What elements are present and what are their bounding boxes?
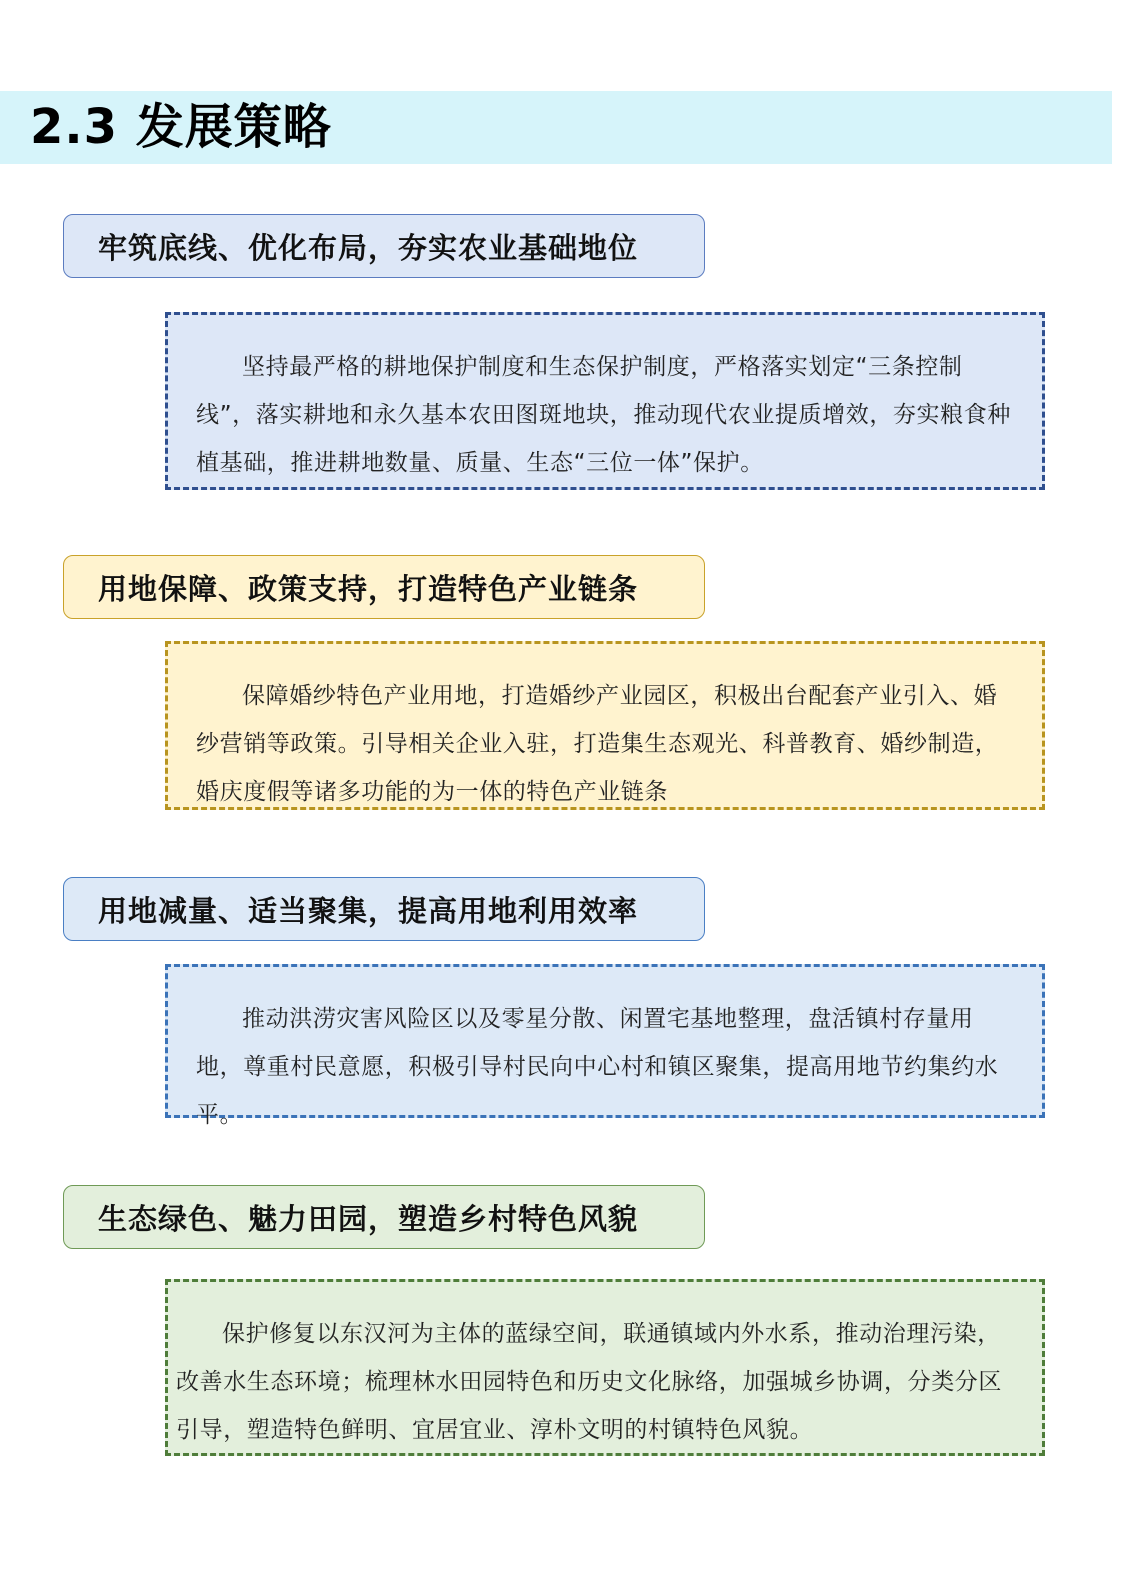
section-heading: 生态绿色、魅力田园，塑造乡村特色风貌 [98,1201,639,1236]
section-body-text: 推动洪涝灾害风险区以及零星分散、闲置宅基地整理，盘活镇村存量用地，尊重村民意愿，积极引导村民向中心村和镇区聚集，提高用地节约集约水平。 [196,1006,999,1128]
section-heading: 用地减量、适当聚集，提高用地利用效率 [98,893,639,928]
section-body-box [165,312,1045,490]
section-heading-box [63,1185,705,1249]
section-body-text: 保障婚纱特色产业用地，打造婚纱产业园区，积极出台配套产业引入、婚纱营销等政策。引导相关企业入驻，打造集生态观光、科普教育、婚纱制造，婚庆度假等诸多功能的为一体的特色产业链条 [196,683,999,805]
section-heading-box [63,555,705,619]
page-title: 2.3 发展策略 [30,99,332,155]
section-body-box [165,964,1045,1128]
section-body-box [165,1279,1045,1456]
title-band [0,91,1112,164]
section-heading: 牢筑底线、优化布局，夯实农业基础地位 [98,230,639,265]
section-body-text: 保护修复以东汉河为主体的蓝绿空间，联通镇域内外水系，推动治理污染，改善水生态环境；梳理林水田园特色和历史文化脉络，加强城乡协调，分类分区引导，塑造特色鲜明、宜居宜业、淳朴文明的村镇特色风貌。 [176,1321,1002,1443]
section-heading: 用地保障、政策支持，打造特色产业链条 [98,571,639,606]
section-body-box [165,641,1045,810]
section-heading-box [63,214,705,278]
section-body-text: 坚持最严格的耕地保护制度和生态保护制度，严格落实划定“三条控制线”，落实耕地和永久基本农田图斑地块，推动现代农业提质增效，夯实粮食种植基础，推进耕地数量、质量、生态“三位一体”保护。 [196,354,1011,476]
section-heading-box [63,877,705,941]
